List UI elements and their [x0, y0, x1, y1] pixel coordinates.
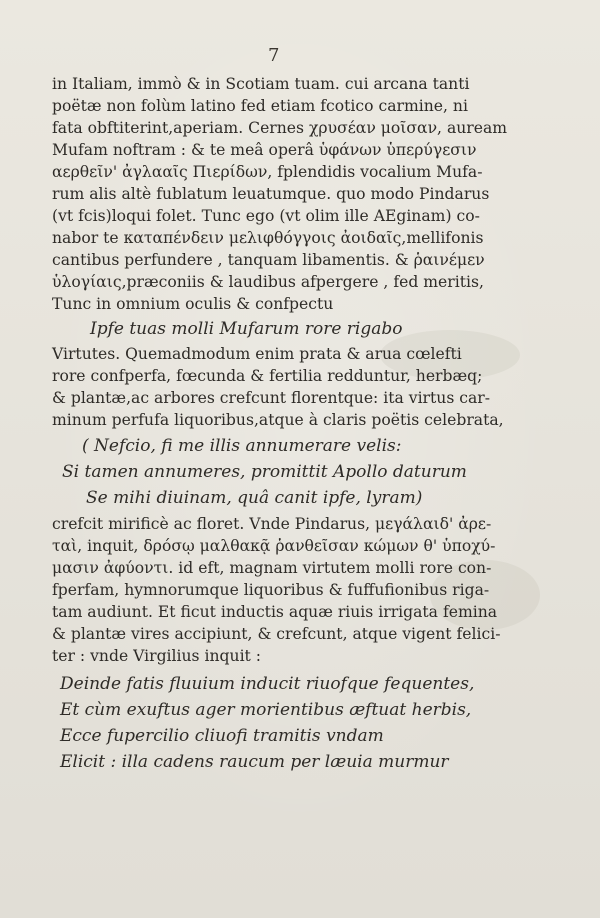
text-line: ὑλογίαις,præconiis & laudibus afpergere , fed meritis, [52, 273, 484, 291]
verse-line: Et cùm exuftus ager morientibus æftuat herbis, [60, 700, 472, 720]
verse-line: Se mihi diuinam, quâ canit ipfe, lyram) [86, 488, 423, 508]
verse-line: Elicit : illa cadens raucum per læuia murmur [60, 752, 449, 772]
verse-line: Ipfe tuas molli Mufarum rore rigabo [90, 319, 403, 339]
text-line: rore confperfa, fœcunda & fertilia redduntur, herbæq; [52, 367, 483, 385]
verse-line: ( Nefcio, fi me illis annumerare velis: [82, 436, 402, 456]
text-line: ter : vnde Virgilius inquit : [52, 647, 262, 665]
text-line: μασιν ἀφύοντι. id eft, magnam virtutem molli rore con- [52, 559, 492, 577]
text-line: cantibus perfundere , tanquam libamentis. & ῥαινέμεν [52, 251, 485, 269]
text-line: & plantæ,ac arbores crefcunt florentque: ita virtus car- [52, 389, 491, 407]
text-line: ταὶ, inquit, δρόσῳ μαλθακᾷ ῥανθεῖσαν κώμων θ' ὑποχύ- [52, 537, 496, 555]
text-line: Mufam noftram : & te meâ operâ ὑφάνων ὑπερύγεσιν [52, 141, 477, 159]
verse-line: Ecce fupercilio cliuofi tramitis vndam [60, 726, 384, 746]
text-line: Tunc in omnium oculis & confpectu [52, 295, 334, 313]
verse-line: Deinde fatis fluuium inducit riuofque fequentes, [60, 674, 475, 694]
text-line: minum perfufa liquoribus,atque à claris poëtis celebrata, [52, 411, 504, 429]
verse-line: Si tamen annumeres, promittit Apollo daturum [62, 462, 467, 482]
text-line: in Italiam, immò & in Scotiam tuam. cui arcana tanti [52, 75, 470, 93]
text-line: rum alis altè fublatum leuatumque. quo modo Pindarus [52, 185, 490, 203]
text-line: (vt fcis)loqui folet. Tunc ego (vt olim ille AEginam) co- [52, 207, 480, 225]
text-line: & plantæ vires accipiunt, & crefcunt, atque vigent felici- [52, 625, 501, 643]
text-line: fperfam, hymnorumque liquoribus & fuffufionibus riga- [52, 581, 490, 599]
text-line: nabor te καταπένδειν μελιφθόγγοις ἀοιδαῖς,mellifonis [52, 229, 484, 247]
text-line: Virtutes. Quemadmodum enim prata & arua cœlefti [52, 345, 462, 363]
text-line: tam audiunt. Et ficut inductis aquæ riuis irrigata femina [52, 603, 498, 621]
page-number: 7 [268, 45, 280, 66]
text-line: fata obftiterint,aperiam. Cernes χρυσέαν μοῖσαν, auream [52, 119, 508, 137]
text-line: αερθεῖν' ἀγλααῖς Πιερίδων, fplendidis vocalium Mufa- [52, 163, 483, 181]
text-line: poëtæ non folùm latino fed etiam fcotico carmine, ni [52, 97, 468, 115]
text-line: crefcit mirificè ac floret. Vnde Pindarus, μεγάλαιδ' ἀρε- [52, 515, 492, 533]
